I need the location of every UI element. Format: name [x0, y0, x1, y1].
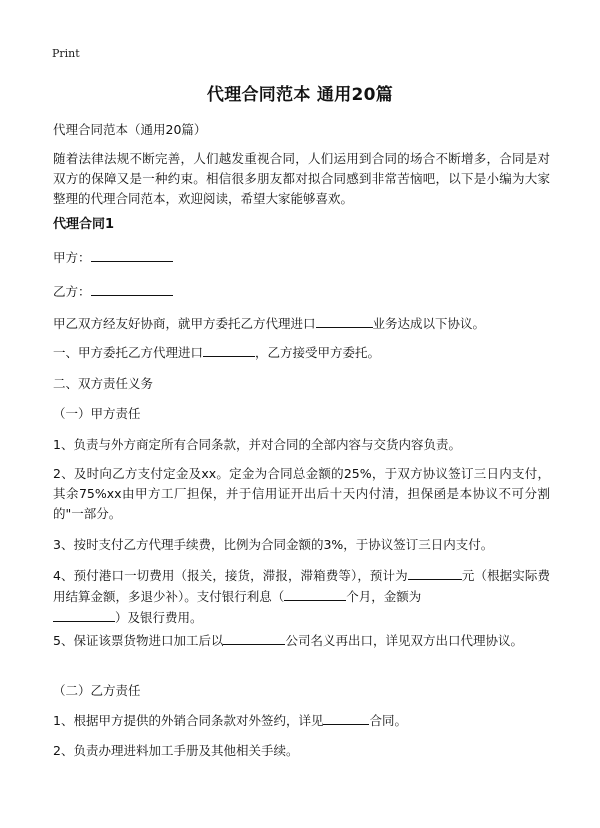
company-name-blank: [223, 630, 285, 645]
party-a-blank: [91, 247, 173, 262]
duty-b1-start: 1、根据甲方提供的外销合同条款对外签约，详见: [53, 713, 324, 728]
intro-paragraph: 随着法律法规不断完善，人们越发重视合同，人们运用到合同的场合不断增多，合同是对双方的保障又是一种约束。相信很多朋友都对拟合同感到非常苦恼吧，以下是小编为大家整理的代理合同范本，欢迎阅读，希望大家能够喜欢。: [53, 151, 550, 206]
amount-blank: [53, 607, 115, 622]
import-item-blank: [316, 313, 373, 328]
party-b-duties-heading: （二）乙方责任: [53, 683, 141, 698]
party-b-line: [53, 281, 553, 303]
party-b-label: 乙方：: [53, 284, 91, 299]
agreement-line: [53, 313, 553, 335]
clause-1-end: ，乙方接受甲方委托。: [255, 345, 381, 360]
estimate-blank: [408, 565, 462, 580]
duty-a5-start: 5、保证该票货物进口加工后以: [53, 633, 224, 648]
section-heading: 代理合同1: [53, 217, 115, 232]
duty-a4-part3: 个月，金额为: [346, 589, 422, 604]
duty-a5-end: 公司名义再出口，详见双方出口代理协议。: [285, 633, 523, 648]
agreement-text-start: 甲乙双方经友好协商，就甲方委托乙方代理进口: [53, 316, 316, 331]
months-blank: [284, 586, 346, 601]
party-b-blank: [91, 281, 173, 296]
agreement-text-end: 业务达成以下协议。: [372, 316, 486, 331]
document-subtitle: 代理合同范本（通用20篇）: [53, 122, 207, 137]
duty-a1: 1、负责与外方商定所有合同条款，并对合同的全部内容与交货内容负责。: [53, 437, 461, 452]
clause-2-heading: 二、双方责任义务: [53, 376, 154, 391]
duty-a4-part2: 元（根据实际费用结算金额，多退少补）。支付银行利息（: [53, 568, 550, 604]
contract-number-blank: [323, 710, 369, 725]
duty-b2: 2、负责办理进料加工手册及其他相关手续。: [53, 743, 299, 758]
party-a-label: 甲方：: [53, 250, 91, 265]
clause-1-start: 一、甲方委托乙方代理进口: [53, 345, 204, 360]
print-label: Print: [52, 47, 80, 60]
duty-a4-part4: ）及银行费用。: [115, 610, 203, 625]
clause-1: [53, 342, 553, 364]
duty-b1-end: 合同。: [369, 713, 407, 728]
duty-b1: [53, 710, 553, 732]
duty-a4: [53, 565, 550, 628]
duty-a2: 2、及时向乙方支付定金及xx。定金为合同总金额的25%，于双方协议签订三日内支付，其余75%xx由甲方工厂担保，并于信用证开出后十天内付清，担保函是本协议不可分割的"一部分。: [53, 466, 550, 521]
duty-a3: 3、按时支付乙方代理手续费，比例为合同金额的3%，于协议签订三日内支付。: [53, 537, 494, 552]
duty-a4-part1: 4、预付港口一切费用（报关，接货，滞报，滞箱费等），预计为: [53, 568, 408, 583]
party-a-duties-heading: （一）甲方责任: [53, 406, 141, 421]
duty-a5: [53, 630, 550, 651]
page-title: 代理合同范本 通用20篇: [206, 85, 394, 105]
clause-1-blank: [203, 342, 255, 357]
party-a-line: [53, 247, 553, 269]
